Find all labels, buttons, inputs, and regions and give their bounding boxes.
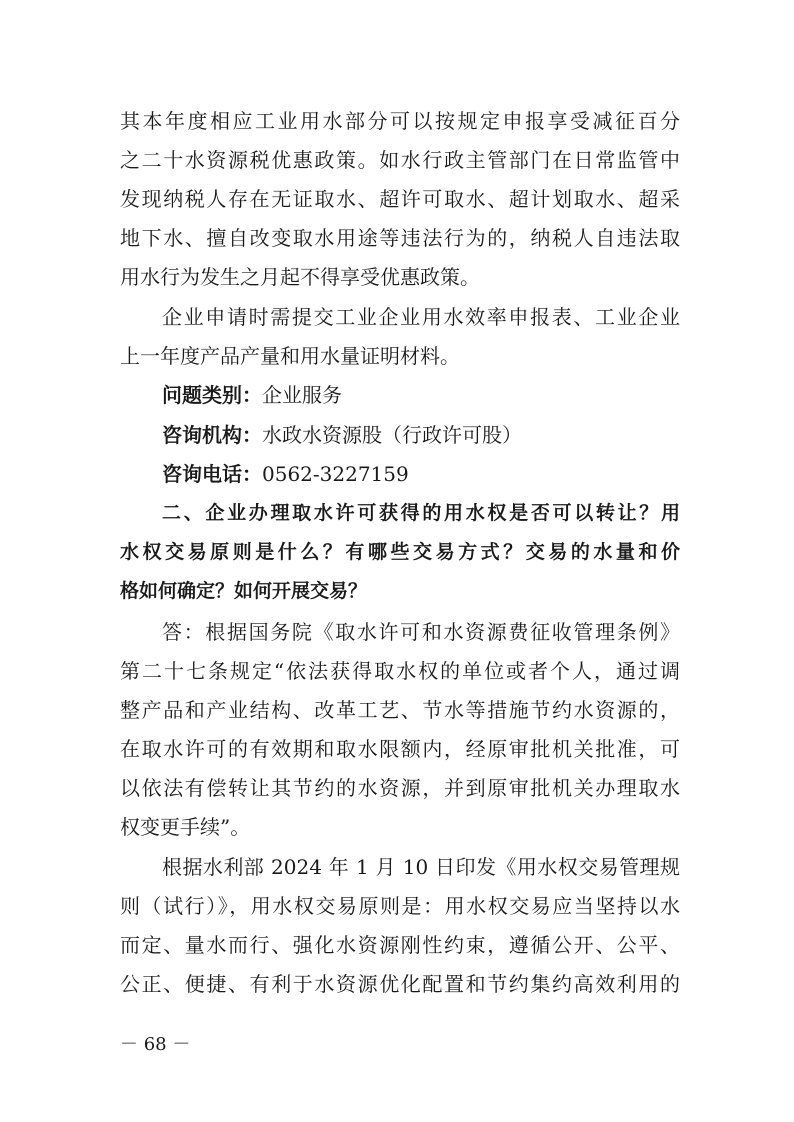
heading-line-2: 水权交易原则是什么？有哪些交易方式？交易的水量和价 — [120, 541, 680, 563]
paragraph-1-line-2: 之二十水资源税优惠政策。如水行政主管部门在日常监管中 — [120, 148, 680, 172]
page-number: － 68 － — [120, 1034, 191, 1055]
paragraph-3-line-1: 答：根据国务院《取水许可和水资源费征收管理条例》 — [162, 620, 680, 644]
paragraph-1-line-5: 用水行为发生之月起不得享受优惠政策。 — [120, 265, 480, 289]
phone-label: 咨询电话： — [162, 462, 262, 486]
paragraph-4-line-3: 而定、量水而行、强化水资源刚性约束，遵循公开、公平、 — [120, 933, 680, 957]
paragraph-1-line-3: 发现纳税人存在无证取水、超许可取水、超计划取水、超采 — [120, 187, 680, 211]
paragraph-4-line-2: 则（试行）》，用水权交易原则是：用水权交易应当坚持以水 — [120, 894, 680, 918]
paragraph-2-line-2: 上一年度产品产量和用水量证明材料。 — [120, 344, 460, 368]
heading-line-1: 二、企业办理取水许可获得的用水权是否可以转让？用 — [162, 502, 680, 524]
paragraph-3-line-5: 以依法有偿转让其节约的水资源，并到原审批机关办理取水 — [120, 776, 680, 800]
agency-line — [162, 422, 680, 448]
category-value: 企业服务 — [262, 383, 342, 407]
agency-label: 咨询机构： — [162, 423, 262, 447]
paragraph-1-line-4: 地下水、擅自改变取水用途等违法行为的，纳税人自违法取 — [120, 226, 680, 250]
paragraph-4-line-1: 根据水利部 2024 年 1 月 10 日印发《用水权交易管理规 — [162, 855, 680, 879]
paragraph-1-line-1: 其本年度相应工业用水部分可以按规定申报享受减征百分 — [120, 109, 680, 133]
paragraph-3-line-3: 整产品和产业结构、改革工艺、节水等措施节约水资源的， — [120, 698, 680, 722]
paragraph-4-line-4: 公正、便捷、有利于水资源优化配置和节约集约高效利用的 — [120, 972, 680, 996]
phone-line — [162, 461, 680, 487]
heading-line-3: 格如何确定？如何开展交易？ — [120, 580, 368, 602]
paragraph-3-line-4: 在取水许可的有效期和取水限额内，经原审批机关批准，可 — [120, 737, 680, 761]
agency-value: 水政水资源股（行政许可股） — [262, 423, 522, 447]
phone-value: 0562-3227159 — [262, 462, 409, 486]
category-label: 问题类别： — [162, 383, 262, 407]
paragraph-3-line-6: 权变更手续”。 — [120, 815, 251, 839]
paragraph-2-line-1: 企业申请时需提交工业企业用水效率申报表、工业企业 — [162, 305, 680, 329]
paragraph-3-line-2: 第二十七条规定“依法获得取水权的单位或者个人，通过调 — [120, 659, 680, 683]
category-line — [162, 382, 680, 408]
